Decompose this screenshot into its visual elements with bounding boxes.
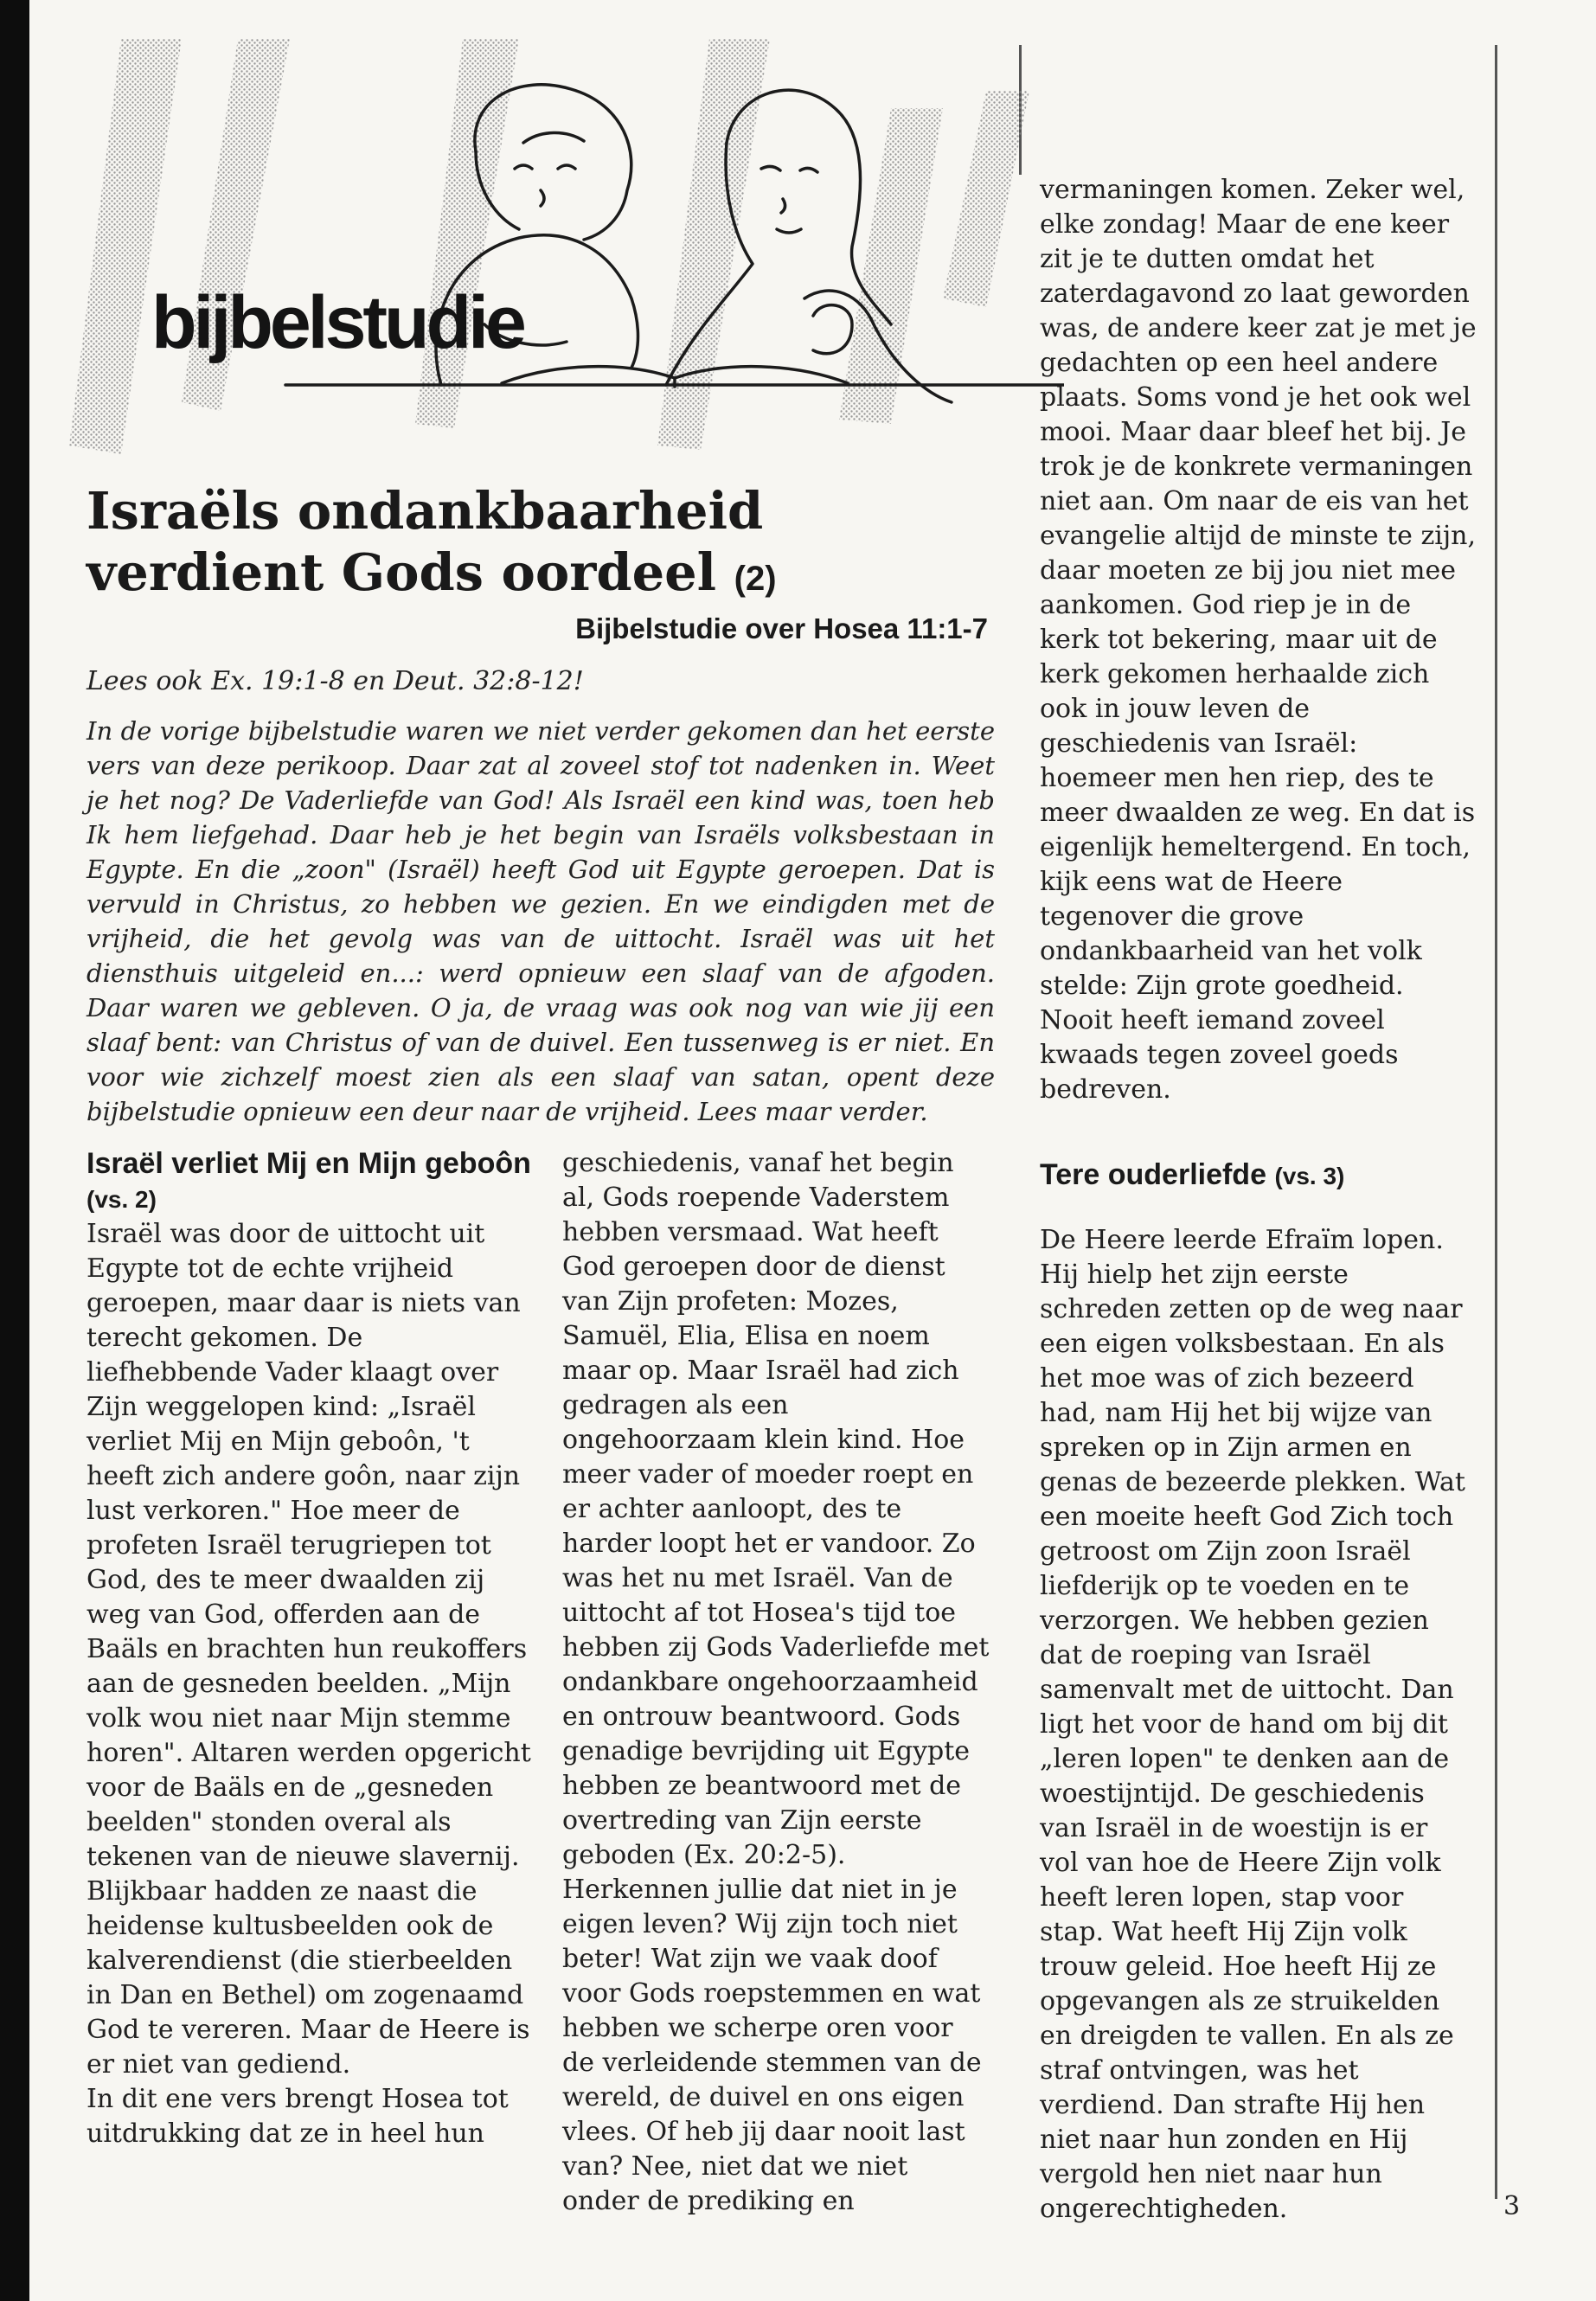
page-number: 3 <box>1503 2191 1521 2221</box>
column-rule-right <box>1495 45 1497 2199</box>
halftone-stripes <box>69 39 1029 454</box>
masthead: bijbelstudie <box>151 281 523 364</box>
article-subtitle: Bijbelstudie over Hosea 11:1-7 <box>575 612 988 644</box>
section-heading-2-verse: (vs. 3) <box>1274 1163 1345 1189</box>
column-3-text: vermaningen komen. Zeker wel, elke zondag! Maar de ene keer zit je te dutten omdat het zaterdagavond zo laat geworden was, de andere keer zat je met je gedachten op een heel andere plaats. Soms vond je het ook wel mooi. Maar daar bleef het bij. Je trok je de konkrete vermaningen niet aan. Om naar de eis van het evangelie altijd de minste te zijn, daar moeten ze bij jou niet mee aankomen. God riep je in de kerk tot bekering, maar uit de kerk gekomen herhaalde zich ook in jouw leven de geschiedenis van Israël: hoemeer men hen riep, des te meer dwaalden ze weg. En dat is eigenlijk hemeltergend. En toch, kijk eens wat de Heere tegenover die grove ondankbaarheid van het volk stelde: Zijn grote goedheid. Nooit heeft iemand zoveel kwaads tegen zoveel goeds bedreven. <box>1040 175 1477 1105</box>
column-1 <box>87 1146 536 2151</box>
column-3-bottom <box>1040 1157 1472 2227</box>
column-2-text: geschiedenis, vanaf het begin al, Gods roepende Vaderstem hebben versmaad. Wat heeft God geroepen door de dienst van Zijn profeten: Mozes, Samuël, Elia, Elisa en noem maar op. Maar Israël had zich gedragen als een ongehoorzaam klein kind. Hoe meer vader of moeder roept en er achter aanloopt, des te harder loopt het er vandoor. Zo was het nu met Israël. Van de uittocht af tot Hosea's tijd toe hebben zij Gods Vaderliefde met ondankbare ongehoorzaamheid en ontrouw beantwoord. Gods genadige bevrijding uit Egypte hebben ze beantwoord met de overtreding van Zijn eerste geboden (Ex. 20:2-5). Herkennen jullie dat niet in je eigen leven? Wij zijn toch niet beter! Wat zijn we vaak doof voor Gods roepstemmen en wat hebben we scherpe oren voor de verleidende stemmen van de wereld, de duivel en ons eigen vlees. Of heb jij daar nooit last van? Nee, niet dat we niet onder de prediking en <box>562 1148 990 2216</box>
title-part: (2) <box>734 560 777 599</box>
section-heading-2-text: Tere ouderliefde <box>1040 1158 1266 1191</box>
column-1-text: Israël was door de uittocht uit Egypte tot de echte vrijheid geroepen, maar daar is niets van terecht gekomen. De liefhebbende Vader klaagt over Zijn weggelopen kind: „Israël verliet Mij en Mijn geboôn, 't heeft zich andere goôn, naar zijn lust verkoren." Hoe meer de profeten Israël terugriepen tot God, des te meer dwaalden zij weg van God, offerden aan de Baäls en brachten hun reukoffers aan de gesneden beelden. „Mijn volk wou niet naar Mijn stemme horen". Altaren werden opgericht voor de Baäls en de „gesneden beelden" stonden overal als tekenen van de nieuwe slavernij. Blijkbaar hadden ze naast die heidense kultusbeelden ook de kalverendienst (die stierbeelden in Dan en Bethel) om zogenaamd God te vereren. Maar de Heere is er niet van gediend. <box>87 1219 531 2080</box>
section-2-text: De Heere leerde Efraïm lopen. Hij hielp het zijn eerste schreden zetten op de weg naar een eigen volksbestaan. En als het moe was of zich bezeerd had, nam Hij het bij wijze van spreken op in Zijn armen en genas de bezeerde plekken. Wat een moeite heeft God Zich toch getroost om Zijn zoon Israël liefderijk op te voeden en te verzorgen. We hebben gezien dat de roeping van Israël samenvalt met de uittocht. Dan ligt het voor de hand om bij dit „leren lopen" te denken aan de woestijntijd. De geschiedenis van Israël in de woestijn is er vol van hoe de Heere Zijn volk heeft leren lopen, stap voor stap. Wat heeft Hij Zijn volk trouw geleid. Hoe heeft Hij ze opgevangen als ze struikelden en dreigden te vallen. En als ze straf ontvingen, was het verdiend. Dan strafte Hij hen niet naar hun zonden en Hij vergold hen niet naar hun ongerechtigheden. <box>1040 1225 1465 2224</box>
section-heading-1 <box>87 1146 536 1217</box>
column-1-text-b: In dit ene vers brengt Hosea tot uitdrukking dat ze in heel hun <box>87 2084 509 2149</box>
section-heading-1-verse: (vs. 2) <box>87 1186 157 1213</box>
title-main: Israëls ondankbaarheid verdient Gods oordeel <box>87 481 764 603</box>
column-3-top <box>1040 173 1477 1107</box>
section-heading-2 <box>1040 1157 1472 1194</box>
intro-paragraph: In de vorige bijbelstudie waren we niet verder gekomen dan het eerste vers van deze perikoop. Daar zat al zoveel stof tot nadenken in. Weet je het nog? De Vaderliefde van God! Als Israël een kind was, toen heb Ik hem liefgehad. Daar heb je het begin van Israëls volksbestaan in Egypte. En die „zoon" (Israël) heeft God uit Egypte geroepen. Dat is vervuld in Christus, zo hebben we gezien. En we eindigden met de vrijheid, die het gevolg was van de uittocht. Israël was uit het diensthuis uitgeleid en...: werd opnieuw een slaaf van de afgoden. Daar waren we gebleven. O ja, de vraag was ook nog van wie jij een slaaf bent: van Christus of van de duivel. Een tussenweg is er niet. En voor wie zichzelf moest zien als een slaaf van satan, opent deze bijbelstudie opnieuw een deur naar de vrijheid. Lees maar verder. <box>87 716 995 1126</box>
reading-reference: Lees ook Ex. 19:1-8 en Deut. 32:8-12! <box>87 666 584 696</box>
header-illustration <box>69 39 1064 489</box>
column-2 <box>562 1146 990 2219</box>
section-heading-1-text: Israël verliet Mij en Mijn geboôn <box>87 1147 531 1180</box>
binding-edge <box>0 0 29 2301</box>
article-title <box>87 480 1003 604</box>
